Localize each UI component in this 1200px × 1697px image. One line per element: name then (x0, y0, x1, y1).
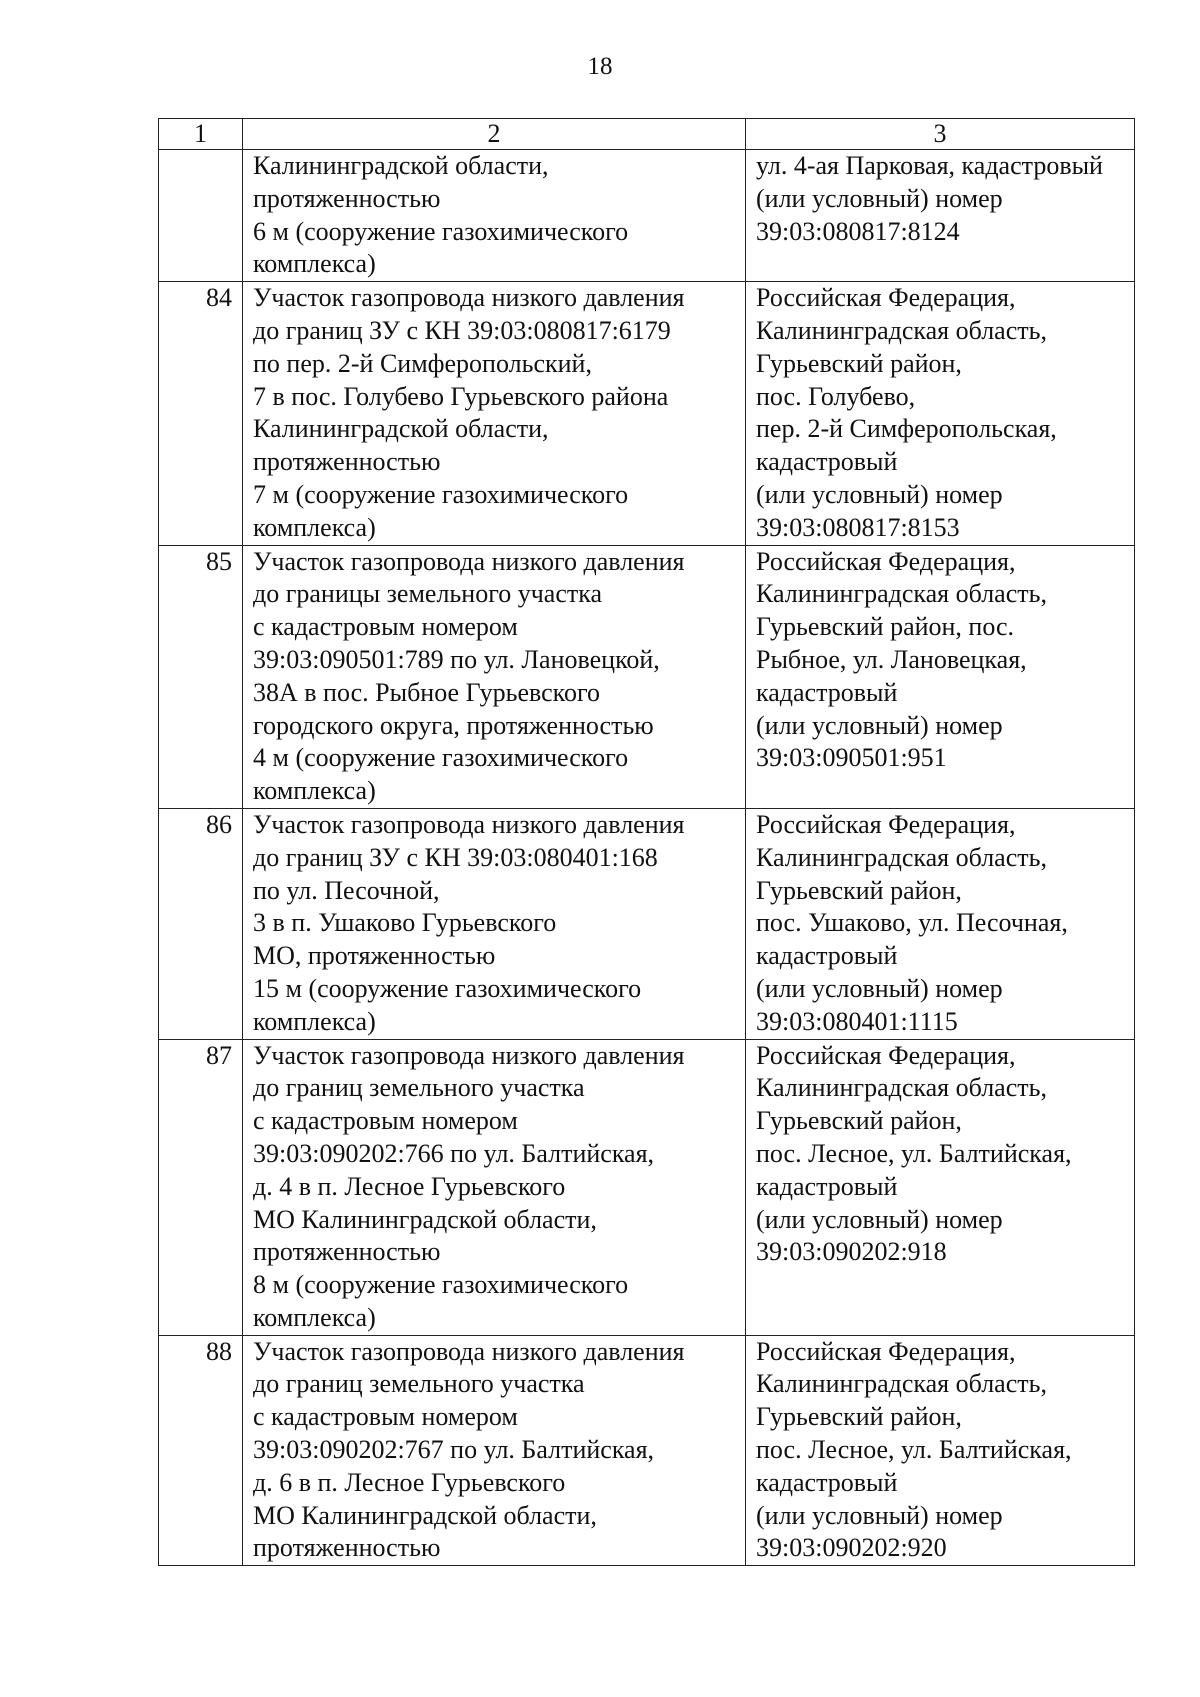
description-line: 38А в пос. Рыбное Гурьевского (253, 677, 601, 707)
address-cell (746, 282, 1135, 545)
description-cell (243, 1335, 746, 1566)
description-line: Калининградской области, (253, 151, 549, 180)
column-header-1: 1 (159, 119, 243, 150)
table-header-row (159, 119, 1135, 150)
description-line: до границы земельного участка (253, 579, 603, 609)
table-row (159, 150, 1135, 282)
address-line: (или условный) номер (756, 479, 1003, 509)
address-line: Калининградская область, (756, 842, 1047, 872)
description-line: 39:03:090202:767 по ул. Балтийская, (253, 1435, 655, 1465)
address-line: 39:03:080817:8153 (756, 512, 960, 542)
address-line: Калининградская область, (756, 1369, 1047, 1399)
address-line: Российская Федерация, (756, 546, 1016, 576)
description-line: 39:03:090202:766 по ул. Балтийская, (253, 1138, 655, 1168)
description-line: 3 в п. Ушаково Гурьевского (253, 908, 557, 938)
address-cell (746, 150, 1135, 282)
address-line: кадастровый (756, 1171, 898, 1201)
address-line: пос. Голубево, (756, 381, 916, 411)
address-cell (746, 545, 1135, 808)
address-line: Гурьевский район, (756, 348, 962, 378)
description-line: протяженностью (253, 1237, 441, 1267)
address-line: пер. 2-й Симферопольская, (756, 414, 1057, 444)
description-line: МО, протяженностью (253, 941, 496, 971)
address-line: Российская Федерация, (756, 1040, 1016, 1070)
table-row (159, 545, 1135, 808)
address-line: (или условный) номер (756, 1500, 1003, 1530)
description-line: 39:03:090501:789 по ул. Лановецкой, (253, 644, 660, 674)
address-line: Российская Федерация, (756, 283, 1016, 313)
address-line: пос. Лесное, ул. Балтийская, (756, 1435, 1072, 1465)
row-number-cell: 86 (159, 808, 243, 1039)
description-line: МО Калининградской области, (253, 1500, 597, 1530)
description-line: Калининградской области, (253, 414, 549, 444)
description-cell (243, 282, 746, 545)
address-line: кадастровый (756, 1467, 898, 1497)
table-body (159, 150, 1135, 1566)
description-line: Участок газопровода низкого давления (253, 1040, 685, 1070)
description-line: Участок газопровода низкого давления (253, 1336, 685, 1366)
description-cell (243, 808, 746, 1039)
address-line: Гурьевский район, пос. (756, 612, 1015, 642)
row-number-cell: 84 (159, 282, 243, 545)
address-line: (или условный) номер (756, 710, 1003, 740)
description-line: до границ земельного участка (253, 1073, 585, 1103)
description-line: комплекса) (253, 512, 376, 542)
address-line: Российская Федерация, (756, 809, 1016, 839)
description-line: 7 в пос. Голубево Гурьевского района (253, 381, 669, 411)
address-line: 39:03:090202:918 (756, 1237, 947, 1267)
description-line: с кадастровым номером (253, 612, 518, 642)
address-line: кадастровый (756, 447, 898, 477)
table-row (159, 282, 1135, 545)
description-line: протяженностью (253, 447, 441, 477)
address-line: 39:03:090501:951 (756, 743, 947, 773)
address-line: Калининградская область, (756, 579, 1047, 609)
description-line: комплекса) (253, 249, 376, 279)
description-line: Участок газопровода низкого давления (253, 809, 685, 839)
row-number-cell: 85 (159, 545, 243, 808)
table-row (159, 808, 1135, 1039)
address-line: 39:03:090202:920 (756, 1533, 947, 1563)
description-line: 4 м (сооружение газохимического (253, 743, 629, 773)
address-line: пос. Ушаково, ул. Песочная, (756, 908, 1068, 938)
row-number-cell (159, 150, 243, 282)
address-cell (746, 808, 1135, 1039)
address-line: пос. Лесное, ул. Балтийская, (756, 1138, 1072, 1168)
address-line: кадастровый (756, 677, 898, 707)
description-line: протяженностью (253, 1533, 441, 1563)
description-cell (243, 150, 746, 282)
address-line: Калининградская область, (756, 1073, 1047, 1103)
page-number: 18 (587, 53, 613, 80)
address-line: Рыбное, ул. Лановецкая, (756, 644, 1027, 674)
address-line: ул. 4-ая Парковая, кадастровый (756, 151, 1103, 180)
registry-table (158, 118, 1135, 1566)
description-line: протяженностью (253, 183, 441, 213)
row-number-cell: 87 (159, 1039, 243, 1335)
description-line: МО Калининградской области, (253, 1204, 597, 1234)
address-line: кадастровый (756, 941, 898, 971)
description-cell (243, 545, 746, 808)
table-row (159, 1039, 1135, 1335)
description-line: Участок газопровода низкого давления (253, 546, 685, 576)
description-line: комплекса) (253, 1006, 376, 1036)
description-line: по ул. Песочной, (253, 875, 440, 905)
description-line: 15 м (сооружение газохимического (253, 973, 642, 1003)
address-line: Калининградская область, (756, 315, 1047, 345)
description-line: по пер. 2-й Симферопольский, (253, 348, 592, 378)
description-line: 7 м (сооружение газохимического (253, 479, 629, 509)
address-line: Гурьевский район, (756, 875, 962, 905)
description-line: с кадастровым номером (253, 1106, 518, 1136)
description-line: 6 м (сооружение газохимического (253, 216, 629, 246)
description-line: до границ ЗУ с КН 39:03:080817:6179 (253, 315, 671, 345)
description-line: д. 4 в п. Лесное Гурьевского (253, 1171, 566, 1201)
address-cell (746, 1039, 1135, 1335)
row-number-cell: 88 (159, 1335, 243, 1566)
column-header-3: 3 (746, 119, 1135, 150)
description-line: с кадастровым номером (253, 1402, 518, 1432)
description-line: комплекса) (253, 776, 376, 806)
address-line: Гурьевский район, (756, 1402, 962, 1432)
description-line: Участок газопровода низкого давления (253, 283, 685, 313)
address-line: 39:03:080817:8124 (756, 216, 960, 246)
address-line: Российская Федерация, (756, 1336, 1016, 1366)
address-cell (746, 1335, 1135, 1566)
address-line: Гурьевский район, (756, 1106, 962, 1136)
description-line: д. 6 в п. Лесное Гурьевского (253, 1467, 566, 1497)
description-line: до границ земельного участка (253, 1369, 585, 1399)
column-header-2: 2 (243, 119, 746, 150)
description-line: городского округа, протяженностью (253, 710, 654, 740)
table-row (159, 1335, 1135, 1566)
description-cell (243, 1039, 746, 1335)
description-line: 8 м (сооружение газохимического (253, 1270, 629, 1300)
address-line: (или условный) номер (756, 973, 1003, 1003)
description-line: до границ ЗУ с КН 39:03:080401:168 (253, 842, 658, 872)
address-line: 39:03:080401:1115 (756, 1006, 958, 1036)
address-line: (или условный) номер (756, 1204, 1003, 1234)
address-line: (или условный) номер (756, 183, 1003, 213)
description-line: комплекса) (253, 1302, 376, 1332)
